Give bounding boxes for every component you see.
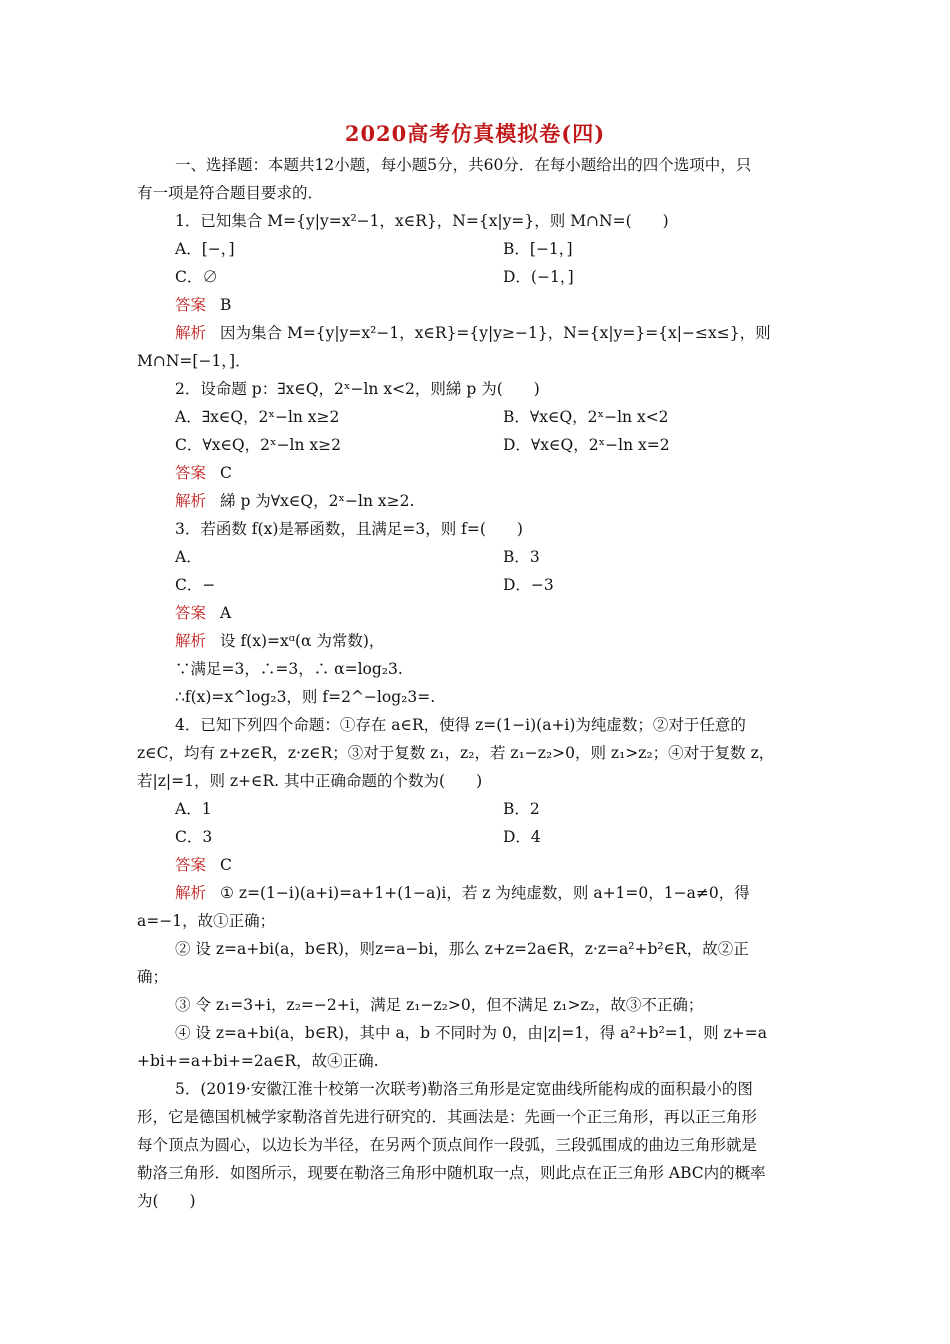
page-title: 2020高考仿真模拟卷(四) (344, 121, 606, 146)
q5-stem-line5: 为( ) (137, 1192, 196, 1210)
answer-label: 答案 (175, 604, 207, 622)
q4-option-c: C．3 (175, 828, 213, 846)
q3-analysis-text1: 设 f(x)=xᵅ(α 为常数)， (220, 632, 385, 650)
q1-option-d: D．(−1，] (503, 268, 574, 286)
q3-analysis-line1 (175, 630, 384, 652)
q5-stem-line1: 5．(2019·安徽江淮十校第一次联考)勒洛三角形是定宽曲线所能构成的面积最小的图 (175, 1080, 753, 1098)
q1-answer (175, 294, 231, 316)
q3-option-a: A． (175, 548, 202, 566)
answer-label: 答案 (175, 296, 207, 314)
q2-option-a: A．∃x∈Q，2ˣ−ln x≥2 (175, 408, 340, 426)
q2-analysis (175, 490, 414, 512)
answer-label: 答案 (175, 856, 207, 874)
q3-answer-value: A (220, 604, 232, 622)
q4-answer (175, 854, 232, 876)
q3-option-c: C．− (175, 576, 216, 594)
q4-analysis-line3: ② 设 z=a+bi(a，b∈R)，则z=a−bi，那么 z+z=2a∈R，z·z=a²+b²∈R，故②正 (175, 940, 749, 958)
q1-answer-value: B (220, 296, 232, 314)
q4-option-b: B．2 (503, 800, 540, 818)
q2-option-b: B．∀x∈Q，2ˣ−ln x<2 (503, 408, 669, 426)
q2-answer (175, 462, 232, 484)
q3-analysis-line2: ∵满足=3，∴=3，∴ α=log₂3. (175, 660, 403, 678)
answer-label: 答案 (175, 464, 207, 482)
q4-stem-line3: 若|z|=1，则 z+∈R. 其中正确命题的个数为( ) (137, 772, 483, 790)
q4-analysis-line7: +bi+=a+bi+=2a∈R，故④正确. (137, 1052, 379, 1070)
q4-stem-line2: z∈C，均有 z+z∈R，z·z∈R；③对于复数 z₁，z₂，若 z₁−z₂>0，则 z₁>z₂；④对于复数 z， (137, 744, 775, 762)
q3-answer (175, 602, 231, 624)
q2-analysis-text: 綈 p 为∀x∈Q，2ˣ−ln x≥2. (220, 492, 415, 510)
q1-analysis-line2: M∩N=[−1，]． (137, 352, 251, 370)
q4-analysis-line4: 确； (137, 968, 169, 986)
q4-option-a: A．1 (175, 800, 212, 818)
q4-analysis-line6: ④ 设 z=a+bi(a，b∈R)，其中 a，b 不同时为 0，由|z|=1，得 a²+b²=1，则 z+=a (175, 1024, 767, 1042)
analysis-label: 解析 (175, 324, 207, 342)
q4-analysis-line5: ③ 令 z₁=3+i，z₂=−2+i，满足 z₁−z₂>0，但不满足 z₁>z₂，故③不正确； (175, 996, 704, 1014)
q1-analysis-line1 (175, 322, 771, 344)
q5-stem-line4: 勒洛三角形．如图所示，现要在勒洛三角形中随机取一点，则此点在正三角形 ABC内的概率 (137, 1164, 766, 1182)
q1-analysis-text1: 因为集合 M={y|y=x²−1，x∈R}={y|y≥−1}，N={x|y=}={x|−≤x≤}，则 (220, 324, 771, 342)
q5-stem-line3: 每个顶点为圆心，以边长为半径，在另两个顶点间作一段弧，三段弧围成的曲边三角形就是 (137, 1136, 758, 1154)
q1-option-a: A．[−，] (175, 240, 235, 258)
q1-option-c: C．∅ (175, 268, 218, 286)
q2-answer-value: C (220, 464, 232, 482)
section-instructions-line2: 有一项是符合题目要求的． (137, 184, 324, 202)
q4-analysis-line2: a=−1，故①正确； (137, 912, 276, 930)
q4-answer-value: C (220, 856, 232, 874)
q2-stem: 2．设命题 p：∃x∈Q，2ˣ−ln x<2，则綈 p 为( ) (175, 380, 540, 398)
q4-stem-line1: 4．已知下列四个命题：①存在 a∈R，使得 z=(1−i)(a+i)为纯虚数；②对于任意的 (175, 716, 746, 734)
q3-analysis-line3: ∴f(x)=x^log₂3，则 f=2^−log₂3=. (175, 688, 436, 706)
q1-stem: 1．已知集合 M={y|y=x²−1，x∈R}，N={x|y=}，则 M∩N=( ) (175, 212, 669, 230)
q3-stem: 3．若函数 f(x)是幂函数，且满足=3，则 f=( ) (175, 520, 523, 538)
q2-option-c: C．∀x∈Q，2ˣ−ln x≥2 (175, 436, 342, 454)
q3-option-d: D．−3 (503, 576, 554, 594)
analysis-label: 解析 (175, 884, 207, 902)
q5-stem-line2: 形，它是德国机械学家勒洛首先进行研究的．其画法是：先画一个正三角形，再以正三角形 (137, 1108, 758, 1126)
analysis-label: 解析 (175, 492, 207, 510)
q3-option-b: B．3 (503, 548, 540, 566)
q4-analysis-line1 (175, 882, 750, 904)
q1-option-b: B．[−1，] (503, 240, 573, 258)
q2-option-d: D．∀x∈Q，2ˣ−ln x=2 (503, 436, 670, 454)
q4-option-d: D．4 (503, 828, 541, 846)
analysis-label: 解析 (175, 632, 207, 650)
q4-analysis-text1: ① z=(1−i)(a+i)=a+1+(1−a)i，若 z 为纯虚数，则 a+1=0，1−a≠0，得 (220, 884, 750, 902)
section-instructions-line1: 一、选择题：本题共12小题，每小题5分，共60分．在每小题给出的四个选项中，只 (175, 156, 752, 174)
